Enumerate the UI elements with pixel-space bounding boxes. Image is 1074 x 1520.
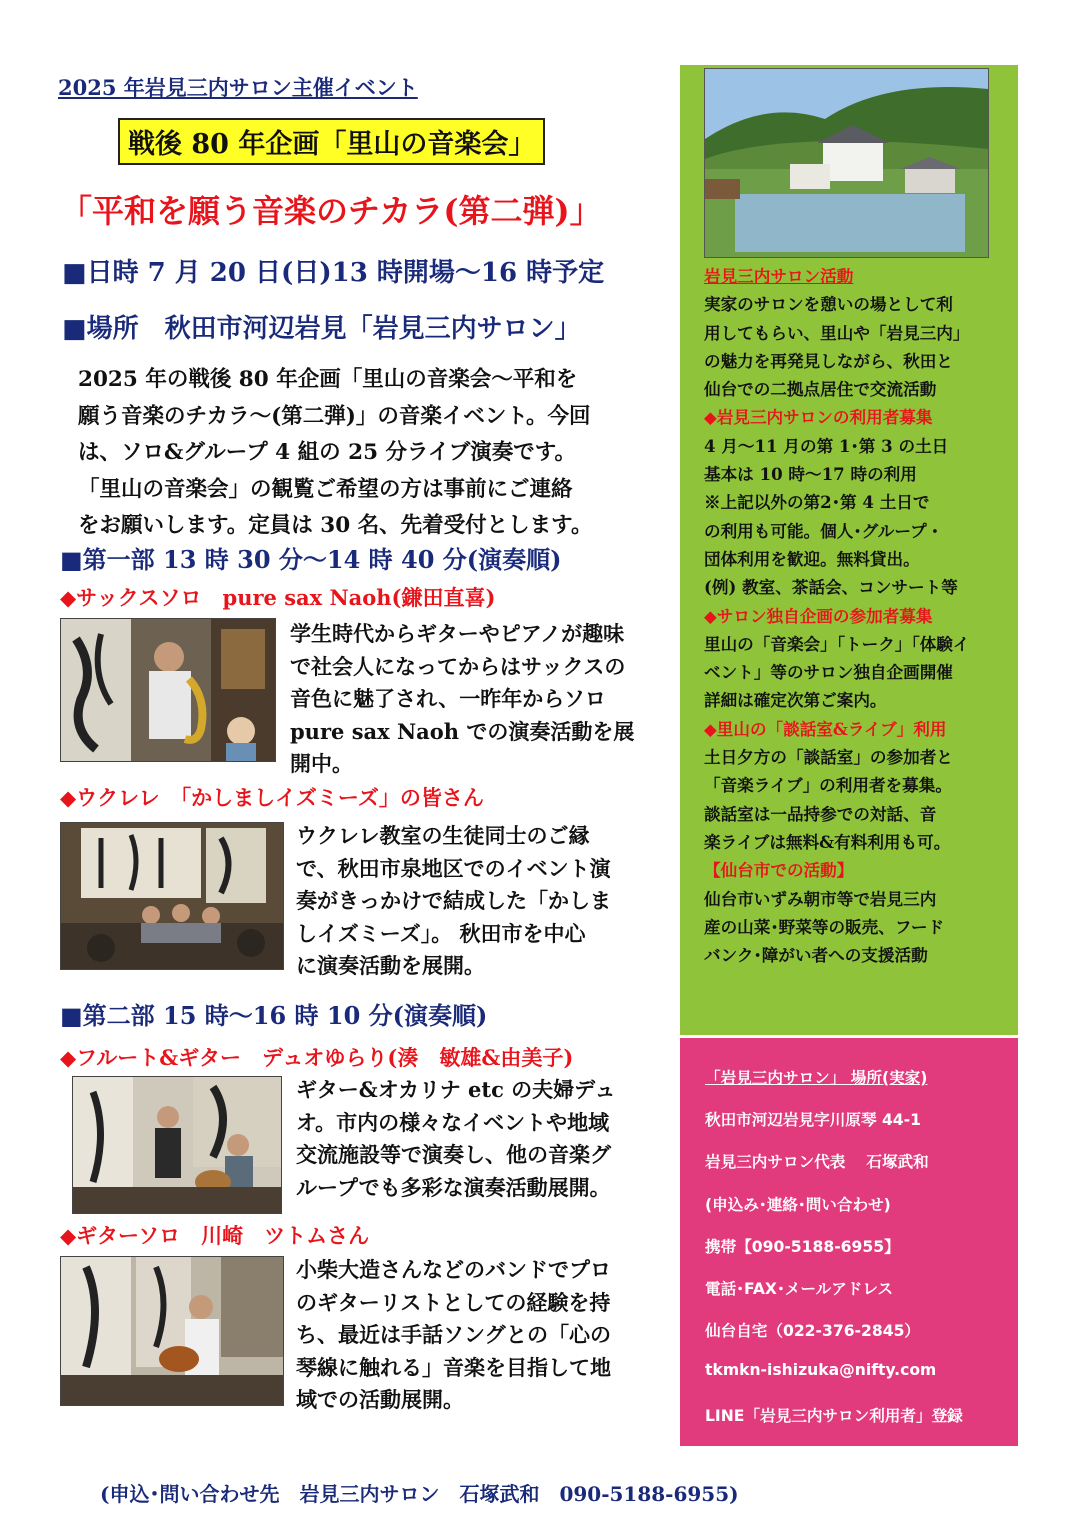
- desc-line: pure sax Naoh での演奏活動を展: [290, 718, 635, 744]
- performer-heading-duo: ◆フルート&ギター デュオゆらり(湊 敏雄&由美子): [60, 1045, 574, 1070]
- email-address: tkmkn-ishizuka@nifty.com: [705, 1361, 937, 1380]
- sendai-line: 産の山菜･野菜等の販売、フード: [704, 916, 945, 937]
- sax-performer-photo: [60, 618, 276, 762]
- activity-line: の魅力を再発見しながら、秋田と: [704, 350, 953, 371]
- intro-line: 2025 年の戦後 80 年企画「里山の音楽会～平和を: [78, 367, 578, 392]
- talk-title: ◆里山の「談話室&ライブ」利用: [704, 718, 947, 739]
- users-line: 基本は 10 時～17 時の利用: [704, 464, 917, 485]
- intro-line: は、ソロ&グループ 4 組の 25 分ライブ演奏です。: [78, 440, 577, 465]
- salon-location-label: 「岩見三内サロン」 場所(実家): [705, 1069, 928, 1087]
- desc-line: で社会人になってからはサックスの: [290, 653, 626, 679]
- inquiry-label: (申込み･連絡･問い合わせ): [705, 1195, 891, 1214]
- desc-line: 学生時代からギターやピアノが趣味: [290, 621, 625, 646]
- desc-line: 奏がきっかけで結成した「かしま: [296, 888, 611, 913]
- talk-line: 「音楽ライブ」の利用者を募集。: [704, 775, 952, 796]
- talk-line: 土日夕方の「談話室」の参加者と: [704, 747, 953, 768]
- desc-line: 音色に魅了され、一昨年からソロ: [290, 686, 606, 711]
- sendai-line: 仙台市いずみ朝市等で岩見三内: [704, 888, 937, 909]
- salon-representative: 岩見三内サロン代表 石塚武和: [705, 1153, 929, 1172]
- performer-desc-guitar: [296, 1254, 680, 1417]
- original-title: ◆サロン独自企画の参加者募集: [704, 605, 933, 626]
- activity-line: 用してもらい、里山や「岩見三内」: [704, 322, 970, 343]
- desc-line: 交流施設等で演奏し、他の音楽グ: [296, 1142, 611, 1167]
- intro-line: をお願いします。定員は 30 名、先着受付とします。: [78, 513, 593, 538]
- users-line: ※上記以外の第2･第 4 土日で: [704, 492, 930, 513]
- desc-line: ループでも多彩な演奏活動展開。: [296, 1174, 611, 1200]
- desc-line: で、秋田市泉地区でのイベント演: [296, 855, 611, 881]
- performer-heading-guitar: ◆ギターソロ 川崎 ツトムさん: [60, 1223, 370, 1248]
- part2-heading: ■第二部 15 時～16 時 10 分(演奏順): [60, 1001, 488, 1030]
- users-line: (例) 教室、茶話会、コンサート等: [704, 577, 958, 598]
- original-line: ベント」等のサロン独自企画開催: [704, 662, 953, 683]
- date-line: ■日時 7 月 20 日(日)13 時開場～16 時予定: [62, 258, 605, 288]
- desc-line: のギターリストとしての経験を持: [296, 1289, 611, 1315]
- salon-activity-text: [704, 262, 1014, 969]
- desc-line: 琴線に触れる」音楽を目指して地: [296, 1354, 611, 1380]
- contact-text: [705, 1066, 1015, 1446]
- performer-desc-ukulele: [296, 820, 680, 983]
- salon-house-photo: [704, 68, 989, 258]
- desc-line: 域での活動展開。: [296, 1387, 464, 1412]
- part1-heading: ■第一部 13 時 30 分～14 時 40 分(演奏順): [60, 545, 562, 574]
- desc-line: オ。市内の様々なイベントや地域: [296, 1109, 610, 1135]
- original-line: 里山の「音楽会」「トーク」「体験イ: [704, 633, 970, 654]
- footer-contact: (申込･問い合わせ先 岩見三内サロン 石塚武和 090-5188-6955): [100, 1482, 739, 1506]
- performer-heading-ukulele: ◆ウクレレ 「かしましイズミーズ」の皆さん: [60, 785, 484, 810]
- home-number: 仙台自宅（022-376-2845）: [705, 1322, 921, 1341]
- activity-title: 岩見三内サロン活動: [704, 266, 854, 286]
- line-registration: LINE「岩見三内サロン利用者」登録: [705, 1406, 963, 1425]
- desc-line: しイズミーズ」。 秋田市を中心: [296, 920, 586, 946]
- talk-line: 談話室は一品持参での対話、音: [704, 803, 937, 824]
- activity-line: 仙台での二拠点居住で交流活動: [704, 379, 937, 400]
- desc-line: ウクレレ教室の生徒同士のご縁: [296, 823, 590, 848]
- event-subtitle: 「平和を願う音楽のチカラ(第二弾)」: [60, 192, 602, 230]
- desc-line: 開中。: [290, 751, 353, 776]
- contact-types: 電話･FAX･メールアドレス: [705, 1279, 894, 1298]
- activity-line: 実家のサロンを憩いの場として利: [704, 294, 953, 315]
- organizer-line: 2025 年岩見三内サロン主催イベント: [58, 75, 418, 100]
- users-line: 団体利用を歓迎。無料貸出。: [704, 548, 920, 569]
- mobile-number: 携帯【090-5188-6955】: [705, 1237, 900, 1256]
- ukulele-group-photo: [60, 822, 284, 970]
- intro-line: 「里山の音楽会」の観覧ご希望の方は事前にご連絡: [78, 476, 573, 502]
- performer-desc-sax: [290, 618, 680, 781]
- performer-desc-duo: [296, 1074, 680, 1204]
- users-line: の利用も可能。個人･グループ・: [704, 520, 944, 541]
- duo-performer-photo: [72, 1076, 282, 1214]
- users-title: ◆岩見三内サロンの利用者募集: [704, 407, 933, 428]
- original-line: 詳細は確定次第ご案内。: [704, 690, 887, 711]
- desc-line: ギター&オカリナ etc の夫婦デュ: [296, 1077, 616, 1102]
- salon-address: 秋田市河辺岩見字川原琴 44-1: [705, 1111, 921, 1130]
- guitar-performer-photo: [60, 1256, 284, 1406]
- desc-line: ち、最近は手話ソングとの「心の: [296, 1322, 611, 1347]
- sendai-title: 【仙台市での活動】: [704, 860, 854, 881]
- desc-line: 小柴大造さんなどのバンドでプロ: [296, 1257, 611, 1282]
- sendai-line: バンク･障がい者への支援活動: [704, 945, 928, 966]
- intro-paragraph: [78, 362, 678, 545]
- event-title: 戦後 80 年企画「里山の音楽会」: [118, 118, 545, 165]
- users-line: 4 月～11 月の第 1･第 3 の土日: [704, 435, 949, 456]
- talk-line: 楽ライブは無料&有料利用も可。: [704, 831, 951, 852]
- desc-line: に演奏活動を展開。: [296, 953, 485, 978]
- performer-heading-sax: ◆サックスソロ pure sax Naoh(鎌田直喜): [60, 585, 496, 610]
- intro-line: 願う音楽のチカラ～(第二弾)」の音楽イベント。今回: [78, 403, 591, 429]
- place-line: ■場所 秋田市河辺岩見「岩見三内サロン」: [62, 314, 581, 344]
